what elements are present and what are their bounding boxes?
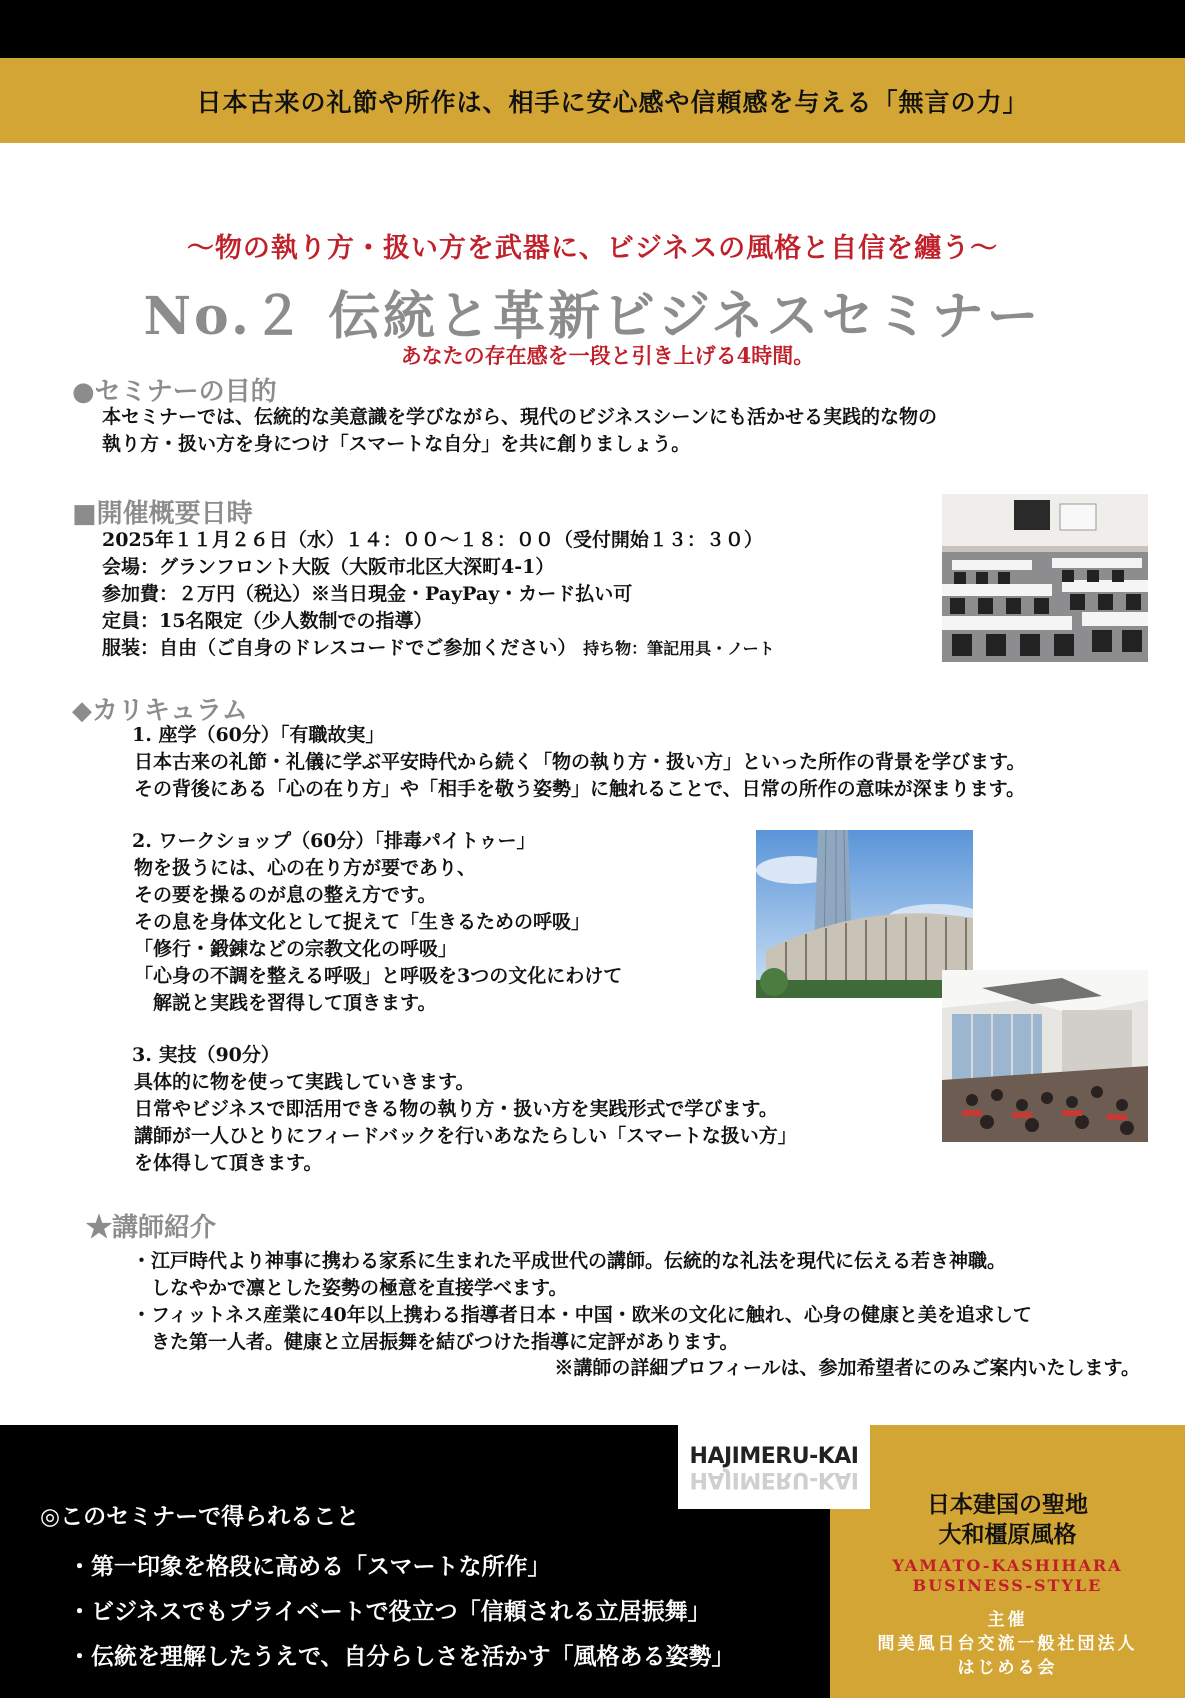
organizer-line1: 日本建国の聖地 <box>927 1491 1088 1518</box>
overview-text <box>102 527 775 662</box>
logo-reflection: HAJIMERU-KAI <box>689 1467 859 1492</box>
curriculum-item-line: 具体的に物を使って実践していきます。 <box>134 1071 475 1093</box>
curriculum-item-title: 3. 実技（90分） <box>132 1044 280 1066</box>
curriculum-item-line: その要を操るのが息の整え方です。 <box>134 884 437 906</box>
curriculum-item-line: 「修行・鍛錬などの宗教文化の呼吸」 <box>134 938 458 960</box>
gains-title: ◎このセミナーで得られること <box>40 1503 360 1530</box>
overview-date: 2025年１１月２６日（水）１４：００～１８：００（受付開始１３：３０） <box>102 529 763 551</box>
purpose-heading: ●セミナーの目的 <box>72 377 277 407</box>
curriculum-item-line: を体得して頂きます。 <box>134 1152 323 1174</box>
overview-heading: ■開催概要日時 <box>72 499 253 529</box>
instructors-text <box>132 1248 1032 1356</box>
gain-item: ・伝統を理解したうえで、自分らしさを活かす「風格ある姿勢」 <box>68 1643 735 1670</box>
curriculum-item-title: 2. ワークショップ（60分）「排毒パイトゥー」 <box>132 830 536 852</box>
venue-interior-photo <box>942 970 1148 1142</box>
overview-belongings: 持ち物：筆記用具・ノート <box>583 639 775 658</box>
curriculum-item-1 <box>132 722 1025 803</box>
instructor-line: ・フィットネス産業に40年以上携わる指導者日本・中国・欧米の文化に触れ、心身の健康と美を追求して <box>132 1304 1032 1326</box>
organizer-en2: BUSINESS-STYLE <box>912 1576 1103 1595</box>
overview-capacity: 定員：15名限定（少人数制での指導） <box>102 610 433 632</box>
curriculum-item-line: 物を扱うには、心の在り方が要であり、 <box>134 857 477 879</box>
gain-item: ・ビジネスでもプライベートで役立つ「信頼される立居振舞」 <box>68 1598 711 1625</box>
top-black-bar <box>0 0 1185 58</box>
seminar-room-photo <box>942 494 1148 662</box>
curriculum-item-line: 講師が一人ひとりにフィードバックを行いあなたらしい「スマートな扱い方」 <box>134 1125 797 1147</box>
curriculum-item-line: 解説と実践を習得して頂きます。 <box>134 992 437 1014</box>
curriculum-item-line: その背後にある「心の在り方」や「相手を敬う姿勢」に触れることで、日常の所作の意味が深まります。 <box>134 778 1026 800</box>
header-banner <box>0 58 1185 143</box>
organizer-block <box>830 1490 1185 1680</box>
overview-dress-row <box>102 635 775 662</box>
instructor-line: きた第一人者。健康と立居振舞を結びつけた指導に定評があります。 <box>132 1331 739 1353</box>
organizer-host1: 間美風日台交流一般社団法人 <box>877 1634 1138 1654</box>
curriculum-item-line: 日本古来の礼節・礼儀に学ぶ平安時代から続く「物の執り方・扱い方」といった所作の背景を学びます。 <box>134 751 1026 773</box>
overview-venue: 会場：グランフロント大阪（大阪市北区大深町4-1） <box>102 556 555 578</box>
organizer-line2: 大和橿原風格 <box>938 1521 1077 1548</box>
instructor-line: しなやかで凛とした姿勢の極意を直接学べます。 <box>132 1277 568 1299</box>
curriculum-item-line: 「心身の不調を整える呼吸」と呼吸を3つの文化にわけて <box>134 965 623 987</box>
purpose-line: 本セミナーでは、伝統的な美意識を学びながら、現代のビジネスシーンにも活かせる実践的な物の <box>102 406 938 428</box>
overview-dress: 服装：自由（ご自身のドレスコードでご参加ください） <box>102 637 577 659</box>
curriculum-item-line: 日常やビジネスで即活用できる物の執り方・扱い方を実践形式で学びます。 <box>134 1098 778 1120</box>
purpose-line: 執り方・扱い方を身につけ「スマートな自分」を共に創りましょう。 <box>102 433 691 455</box>
organizer-host-label: 主催 <box>987 1610 1028 1630</box>
curriculum-item-3 <box>132 1042 797 1177</box>
banner-text: 日本古来の礼節や所作は、相手に安心感や信頼感を与える「無言の力」 <box>196 87 1029 117</box>
seminar-title: No.２ 伝統と革新ビジネスセミナー <box>143 286 1042 347</box>
organizer-host2: はじめる会 <box>957 1658 1058 1678</box>
logo-text: HAJIMERU-KAI <box>689 1444 859 1469</box>
overview-fee: 参加費：２万円（税込）※当日現金・PayPay・カード払い可 <box>102 583 633 605</box>
building-photo <box>756 830 973 998</box>
instructors-note: ※講師の詳細プロフィールは、参加希望者にのみご案内いたします。 <box>554 1357 1140 1379</box>
instructors-heading: ★講師紹介 <box>86 1213 217 1243</box>
organizer-en1: YAMATO-KASHIHARA <box>892 1556 1123 1575</box>
curriculum-item-title: 1. 座学（60分）「有職故実」 <box>132 724 385 746</box>
purpose-text <box>102 404 937 458</box>
curriculum-item-2 <box>132 828 622 1017</box>
seminar-tagline: あなたの存在感を一段と引き上げる4時間。 <box>400 343 815 368</box>
curriculum-heading: ◆カリキュラム <box>72 696 248 726</box>
gain-item: ・第一印象を格段に高める「スマートな所作」 <box>68 1553 551 1580</box>
seminar-subtitle: ～物の執り方・扱い方を武器に、ビジネスの風格と自信を纏う～ <box>186 233 999 264</box>
curriculum-item-line: その息を身体文化として捉えて「生きるための呼吸」 <box>134 911 591 933</box>
instructor-line: ・江戸時代より神事に携わる家系に生まれた平成世代の講師。伝統的な礼法を現代に伝える若き神職。 <box>132 1250 1007 1272</box>
